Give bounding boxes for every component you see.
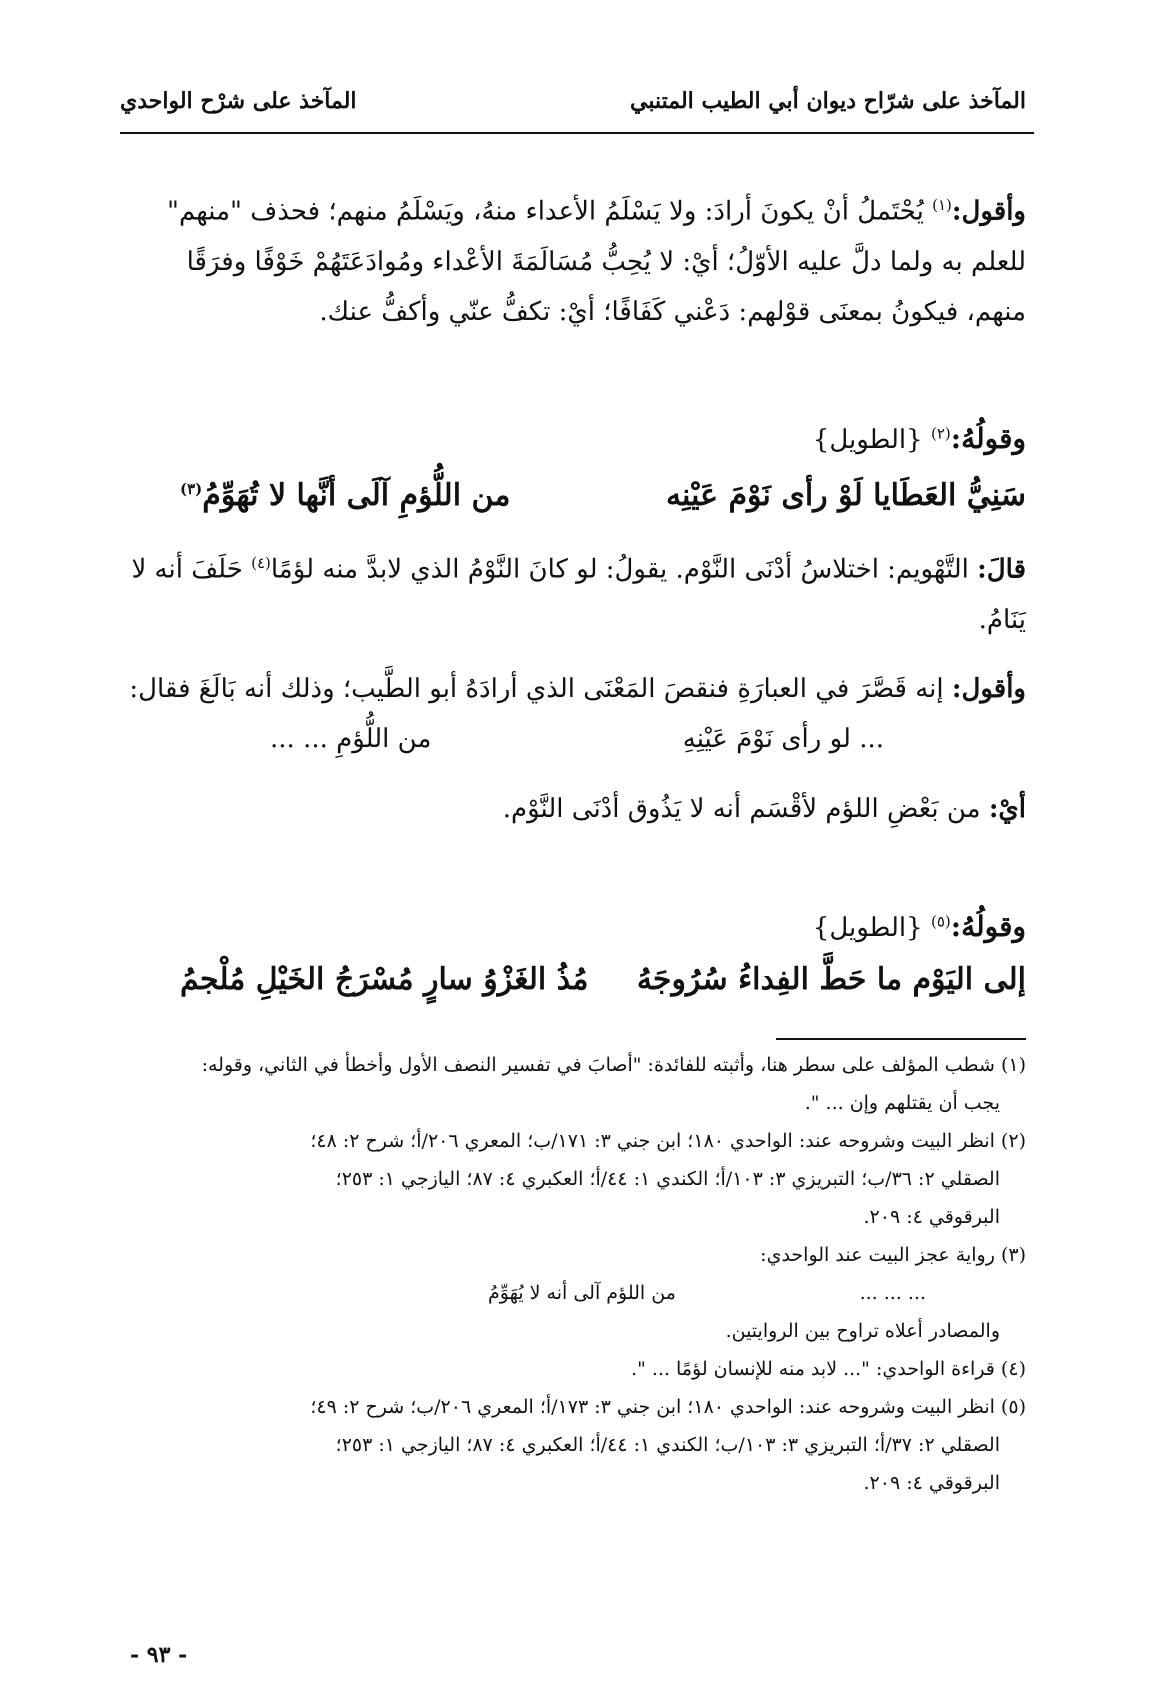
paragraph-text: إنه قَصَّرَ في العبارَةِ فنقصَ المَعْنَى الذي أرادَهُ أبو الطَّيب؛ وذلك أنه بَالَغَ فقال: <box>129 674 952 704</box>
paragraph-text-2: حَلَفَ أنه لا يَنَامُ. <box>131 554 1026 635</box>
footnote-3-line: (٣) رواية عجز البيت عند الواحدي: <box>760 1244 1026 1266</box>
running-header-left: المآخذ على شرْح الواحدي <box>120 88 357 114</box>
footnote-rule <box>776 1038 1026 1040</box>
verse-2 <box>180 478 1026 528</box>
paragraph-lead: أيْ: <box>988 794 1026 824</box>
header-rule <box>120 132 1034 134</box>
footnote-2-line: البرقوقي ٤: ٢٠٩. <box>863 1206 1000 1228</box>
footnote-2-line: (٢) انظر البيت وشروحه عند: الواحدي ١٨٠؛ ابن جني ٣: ١٧١/ب؛ المعري ٢٠٦/أ؛ شرح ٢: ٤٨؛ <box>310 1130 1026 1152</box>
quote-first: ... لو رأى نَوْمَ عَيْنِهِ <box>682 724 884 754</box>
paragraph-4 <box>128 784 1026 834</box>
footnote-1-line: (١) شطب المؤلف على سطر هنا، وأثبته للفائدة: "أصابَ في تفسير النصف الأول وأخطأ في الثاني، وقوله: <box>201 1054 1026 1076</box>
footnote-5-line: الصقلي ٢: ٣٧/أ؛ التبريزي ٣: ١٠٣/ب؛ الكندي ١: ٤٤/أ؛ العكبري ٤: ٨٧؛ اليازجي ١: ٢٥٣؛ <box>335 1434 1000 1456</box>
verse-3 <box>180 962 1026 1012</box>
section-lead: وقولُهُ: <box>950 422 1026 455</box>
footnote-5-line: (٥) انظر البيت وشروحه عند: الواحدي ١٨٠؛ ابن جني ٣: ١٧٣/أ؛ المعري ٢٠٦/ب؛ شرح ٢: ٤٩؛ <box>310 1396 1026 1418</box>
footnote-3-verse-first: ... ... ... <box>859 1282 926 1304</box>
footnote-4-line: (٤) قراءة الواحدي: "... لابد منه للإنسان لؤمًا ... ". <box>631 1358 1026 1380</box>
footnote-ref: (٥) <box>930 912 951 931</box>
paragraph-text: التَّهْويم: اختلاسُ أدْنَى النَّوْم. يقولُ: لو كانَ النَّوْمُ الذي لابدَّ منه لؤمًا <box>270 554 978 585</box>
verse-first-hemistich: سَنِيُّ العَطَايا لَوْ رأى نَوْمَ عَيْنِه <box>665 478 1026 513</box>
meter-label: {الطويل} <box>812 913 923 943</box>
paragraph-2 <box>128 538 1026 645</box>
meter-label: {الطويل} <box>812 425 923 455</box>
footnote-ref: (٢) <box>930 424 951 443</box>
section-2-heading <box>813 422 1026 455</box>
quote-second: من اللُّؤمِ ... ... <box>270 724 432 754</box>
footnote-5-line: البرقوقي ٤: ٢٠٩. <box>863 1472 1000 1494</box>
paragraph-3 <box>128 664 1026 714</box>
footnote-ref: (٣) <box>180 480 203 498</box>
running-header-right: المآخذ على شرّاح ديوان أبي الطيب المتنبي <box>630 88 1026 114</box>
verse-first-hemistich: إلى اليَوْم ما حَطَّ الفِداءُ سُرُوجَهُ <box>636 962 1026 997</box>
footnotes <box>128 1046 1026 1502</box>
footnote-3-line: والمصادر أعلاه تراوح بين الروايتين. <box>725 1320 1000 1342</box>
footnote-3-verse <box>128 1274 1026 1312</box>
footnote-2-line: الصقلي ٢: ٣٦/ب؛ التبريزي ٣: ١٠٣/أ؛ الكندي ١: ٤٤/أ؛ العكبري ٤: ٨٧؛ اليازجي ١: ٢٥٣؛ <box>335 1168 1000 1190</box>
paragraph-text: من بَعْضِ اللؤم لأقْسَم أنه لا يَذُوق أدْنَى النَّوْم. <box>502 794 989 824</box>
paragraph-lead: وأقول: <box>951 196 1026 227</box>
footnote-ref: (٤) <box>251 554 271 572</box>
paragraph-lead: وأقول: <box>951 674 1026 704</box>
verse-second-hemistich: مُذُ الغَزْوُ سارٍ مُسْرَجُ الخَيْلِ مُلْجمُ <box>180 962 589 997</box>
footnote-ref: (١) <box>932 196 952 214</box>
section-lead: وقولُهُ: <box>950 910 1026 943</box>
paragraph-text: يُحْتَملُ أنْ يكونَ أرادَ: ولا يَسْلَمُ الأعداء منهُ، ويَسْلَمُ منهم؛ فحذف "منهم" للعلم به ولما دلَّ عليه الأوّلُ؛ أيْ: لا يُحِبُّ مُسَالَمَةَ الأعْداء ومُوادَعَتَهُمْ خَوْفًا وفرَقًا منهم، فيكونُ بمعنَى قوْلهم: دَعْني كَفَافًا؛ أيْ: تكفُّ عنّي وأكفُّ عنك. <box>167 196 1026 327</box>
footnote-3-verse-second: من اللؤم آلى أنه لا يُهَوِّمُ <box>488 1282 676 1304</box>
page-number: - ٩٣ - <box>130 1642 188 1668</box>
paragraph-1 <box>128 180 1026 337</box>
footnote-1-line: يجب أن يقتلهم وإن ... ". <box>804 1092 1000 1114</box>
verse-second-hemistich <box>180 478 510 513</box>
paragraph-lead: قالَ: <box>977 554 1026 585</box>
verse-second-text: من اللُّؤمِ آلَى أنَّها لا تُهَوِّمُ <box>202 478 511 513</box>
section-3-heading <box>813 910 1026 943</box>
